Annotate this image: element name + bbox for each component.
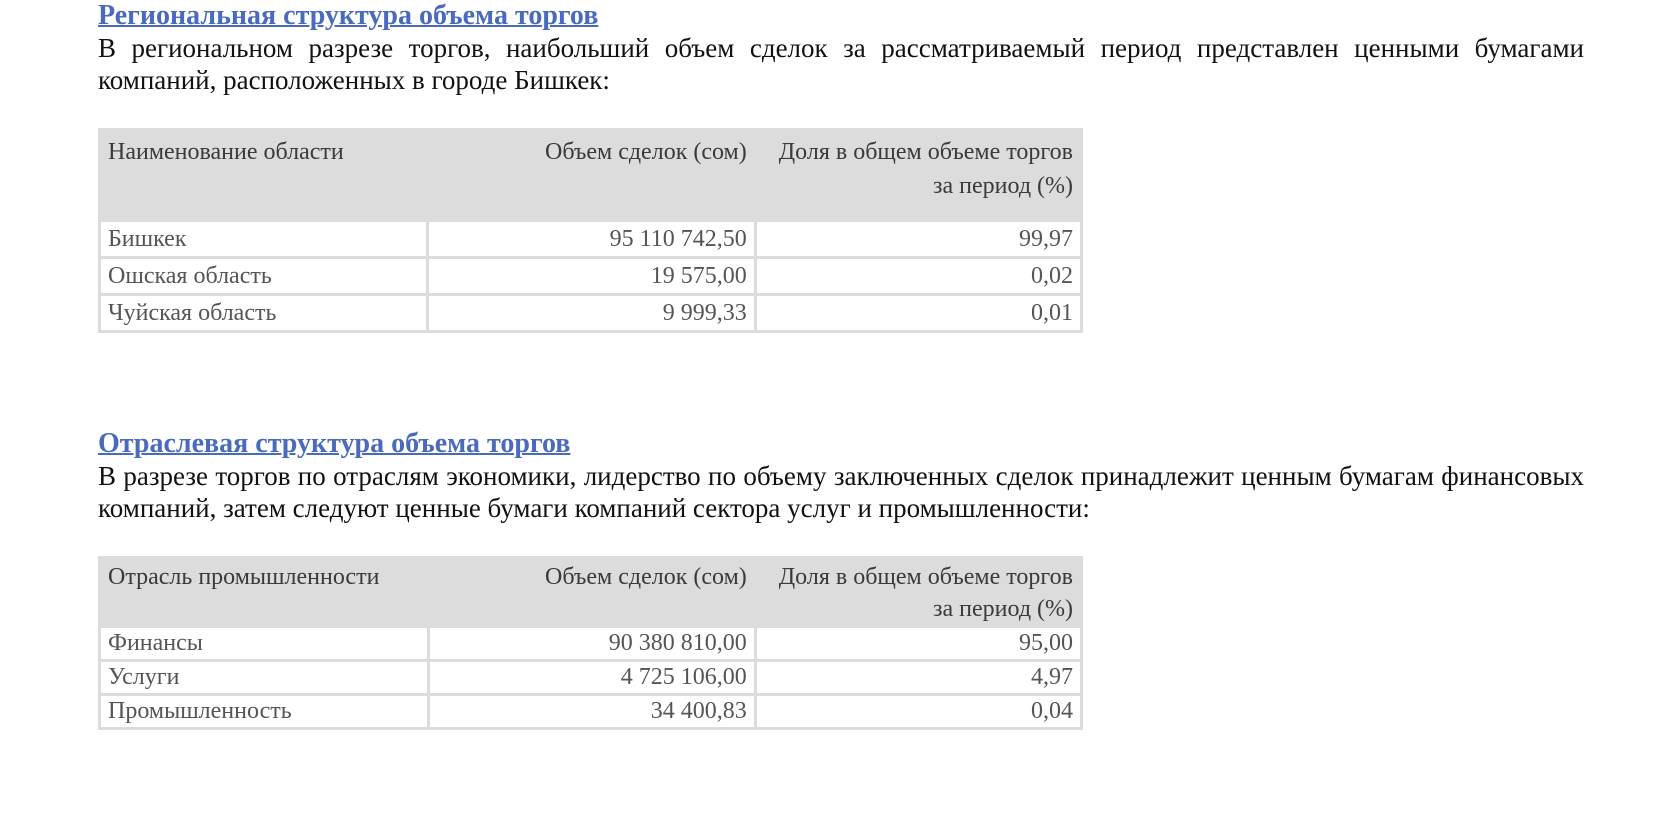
cell-volume: 34 400,83 <box>428 695 755 729</box>
table-row <box>100 221 1082 258</box>
table-header-row <box>100 558 1082 627</box>
column-header-sector: Отрасль промышленности <box>100 558 429 627</box>
cell-share: 0,04 <box>755 695 1081 729</box>
sectoral-paragraph: В разрезе торгов по отраслям экономики, лидерство по объему заключенных сделок принадлежит ценным бумагам финансовых компаний, затем следуют ценные бумаги компаний сектора услуг и промышленности: <box>98 461 1584 523</box>
table-row <box>100 695 1082 729</box>
cell-region: Чуйская область <box>100 295 428 332</box>
cell-region: Ошская область <box>100 258 428 295</box>
table-row <box>100 661 1082 695</box>
cell-share: 95,00 <box>755 627 1081 661</box>
table-row <box>100 627 1082 661</box>
cell-volume: 95 110 742,50 <box>428 221 755 258</box>
regional-section <box>98 0 1584 326</box>
table-row <box>100 258 1082 295</box>
cell-share: 0,02 <box>755 258 1081 295</box>
regional-heading: Региональная структура объема торгов <box>98 0 599 31</box>
column-header-share: Доля в общем объеме торгов за период (%) <box>755 130 1081 221</box>
cell-region: Бишкек <box>100 221 428 258</box>
cell-volume: 19 575,00 <box>428 258 755 295</box>
cell-sector: Промышленность <box>100 695 429 729</box>
cell-sector: Финансы <box>100 627 429 661</box>
sectoral-heading: Отраслевая структура объема торгов <box>98 428 571 459</box>
regional-paragraph: В региональном разрезе торгов, наибольший объем сделок за рассматриваемый период представлен ценными бумагами компаний, расположенных в городе Бишкек: <box>98 33 1584 95</box>
cell-share: 0,01 <box>755 295 1081 332</box>
cell-volume: 90 380 810,00 <box>428 627 755 661</box>
column-header-share: Доля в общем объеме торгов за период (%) <box>755 558 1081 627</box>
column-header-volume: Объем сделок (сом) <box>428 130 755 221</box>
cell-share: 4,97 <box>755 661 1081 695</box>
table-row <box>100 295 1082 332</box>
regional-table <box>98 128 1083 333</box>
cell-volume: 4 725 106,00 <box>428 661 755 695</box>
column-header-volume: Объем сделок (сом) <box>428 558 755 627</box>
sectoral-section <box>98 428 1584 724</box>
cell-sector: Услуги <box>100 661 429 695</box>
column-header-region: Наименование области <box>100 130 428 221</box>
table-header-row <box>100 130 1082 221</box>
sectoral-table <box>98 556 1083 730</box>
cell-share: 99,97 <box>755 221 1081 258</box>
cell-volume: 9 999,33 <box>428 295 755 332</box>
